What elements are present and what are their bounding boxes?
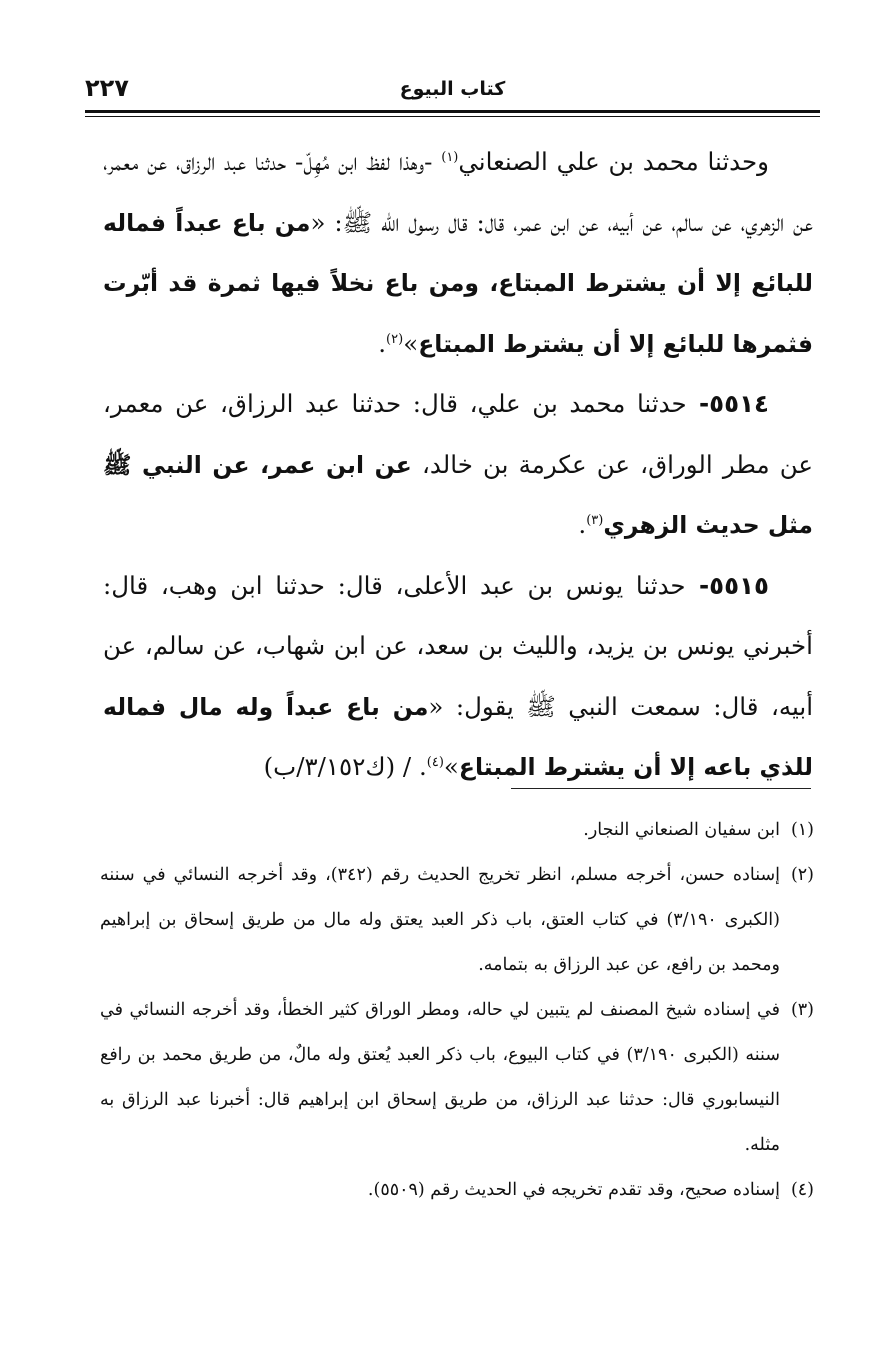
number-dash: - [686,389,710,418]
footnote-text: إسناده حسن، أخرجه مسلم، انظر تخريج الحديث رقم (٣٤٢)، وقد أخرجه النسائي في سننه (الكبرى ٣/١٩٠) في كتاب العتق، باب ذكر العبد يعتق وله مال من طريق إسحاق بن إبراهيم ومحمد بن رافع، عن عبد الرزاق به بتمامه. [100,865,780,975]
p3-text-a: حدثنا يونس بن عبد الأعلى، قال: حدثنا ابن وهب، قال: أخبرني يونس بن يزيد، والليث بن سعد، عن ابن شهاب، عن سالم، عن أبيه، قال: سمعت النبي ﷺ يقول: « [103,570,814,721]
footnote-mark: (١) [790,820,814,840]
footnote-text: في إسناده شيخ المصنف لم يتبين لي حاله، ومطر الوراق كثير الخطأ، وقد أخرجه النسائي في سننه (الكبرى ٣/١٩٠) في كتاب البيوع، باب ذكر العبد يُعتق وله مالٌ، من طريق محمد بن رافع النيسابوري قال: حدثنا عبد الرزاق، من طريق إسحاق ابن إبراهيم قال: أخبرنا عبد الرزاق به مثله. [100,1000,780,1155]
footnote-ref-1: (١) [441,149,459,165]
number-dash: - [685,570,710,600]
hadith-text-1: من باع عبداً فماله للبائع إلا أن يشترط المبتاع، ومن باع نخلاً فيها ثمرة قد أبّرت فثمرها للبائع إلا أن يشترط المبتاع [103,208,813,358]
paragraph-5515 [103,556,813,798]
footnote-mark: (٣) [790,1000,814,1020]
main-text [103,132,813,798]
p1-text-a: وحدثنا محمد بن علي الصنعاني [458,147,769,176]
footnote-3 [100,988,814,1168]
header-rule-thin [85,116,820,117]
hadith-number-5514: ٥٥١٤ [709,389,769,418]
p2-text-d: . [578,510,587,539]
paragraph-1 [103,132,813,374]
paragraph-5514 [103,374,813,556]
p3-text-c: » [443,752,459,781]
footnote-separator [511,788,811,789]
footnote-ref-4: (٤) [426,754,444,770]
footnote-text: ابن سفيان الصنعاني النجار. [583,820,780,840]
page-header [85,70,820,118]
footnote-1 [100,808,814,853]
header-rule-thick [85,110,820,113]
footnote-ref-2: (٢) [386,331,404,347]
footnote-ref-3: (٣) [586,512,604,528]
running-title: كتاب البيوع [399,78,506,100]
p3-text-d: . / (ك٣/١٥٢/ب) [263,752,427,781]
p1-text-d: . [378,328,387,358]
hadith-text-3: من باع عبداً وله مال فماله للذي باعه إلا أن يشترط المبتاع [103,692,813,781]
footnote-text: إسناده صحيح، وقد تقدم تخريجه في الحديث رقم (٥٥٠٩). [367,1180,780,1200]
footnote-4 [100,1168,814,1213]
footnotes [100,808,814,1213]
hadith-number-5515: ٥٥١٥ [709,570,769,600]
p2-text-a: حدثنا محمد بن علي، قال: حدثنا عبد الرزاق، عن معمر، عن مطر الوراق، عن عكرمة بن خالد، [103,389,814,479]
footnote-mark: (٤) [790,1180,814,1200]
footnote-2 [100,853,814,988]
footnote-mark: (٢) [790,865,814,885]
p1-text-b: -وهذا لفظ ابن مُهِلّ- حدثنا عبد الرزاق، عن معمر، عن الزهري، عن سالم، عن أبيه، عن ابن عمر، قال: قال رسول الله ﷺ: « [103,147,813,237]
p1-text-c: » [403,328,419,358]
hadith-text-2: عن ابن عمر، عن النبي ﷺ مثل حديث الزهري [103,450,813,539]
page-number: ٢٢٧ [85,74,129,102]
